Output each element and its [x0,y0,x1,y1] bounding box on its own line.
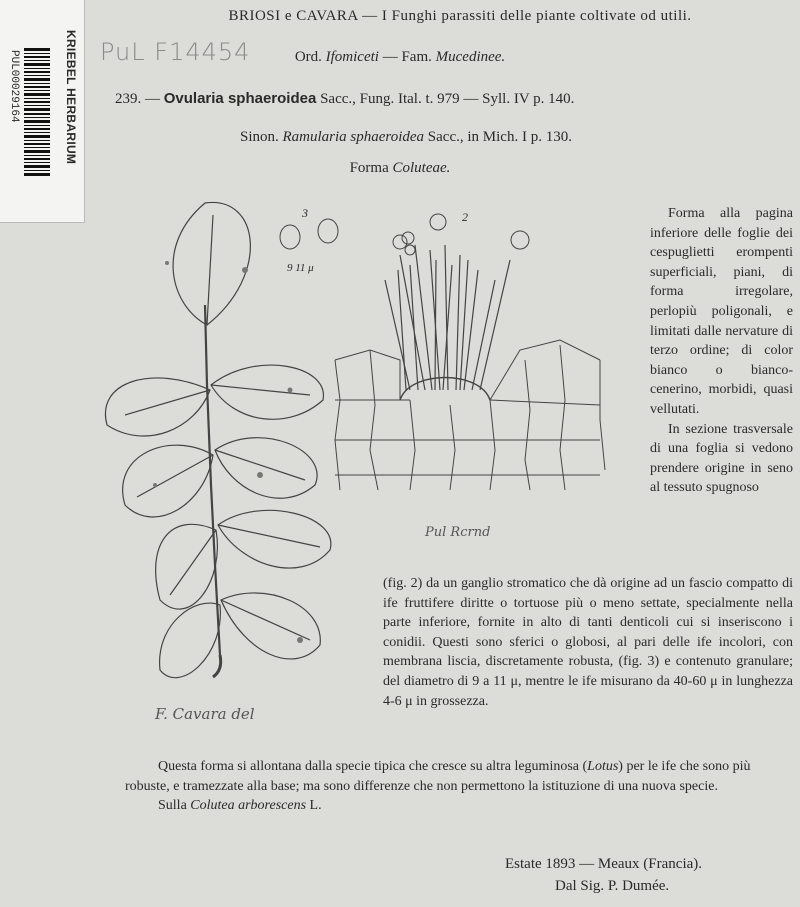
herbarium-code: PUL00029164 [8,50,20,123]
figure-label-3: 3 [302,206,308,220]
collection-date-place: Estate 1893 — Meaux (Francia). [505,856,703,872]
species-heading [115,90,574,108]
synonym-name: Ramularia sphaeroidea [282,129,425,145]
description-main-text: (fig. 2) da un ganglio stromatico che dà origine ad un fascio compatto di ife fruttifere diritte o tortuose più o meno settate, specialmente nella parte inferiore, fornite in alto di tanti denticoli cui si inseriscono i conidii. Questi sono sferici o globosi, al pari delle ife incolori, con membrana liscia, discretamente robusta, (fig. 3) e contenuto granulare; del diametro di 9 a 11 μ, mentre le ife misurano da 40-60 μ in lunghezza 4-6 μ in grossezza. [383,576,793,709]
order-name: Ifomiceti [325,49,379,65]
scale-label: 9 11 μ [287,262,314,274]
synonym-prefix: Sinon. [240,129,279,145]
figure-label-2: 2 [462,210,468,224]
comparison-paragraph [125,757,793,796]
description-main [383,574,793,711]
comparison-pre: Questa forma si allontana dalla specie tipica che cresce su altra leguminosa ( [158,759,588,774]
synonym-line [240,129,572,146]
host-name: Colutea arborescens [190,798,307,814]
host-prefix: Sulla [158,798,187,814]
host-line [125,796,793,816]
collector: Dal Sig. P. Dumée. [555,878,670,894]
description-side-column [650,204,793,498]
pathologist-signature: Pul Rcrnd [425,525,491,540]
family-sep: — Fam. [382,49,432,65]
description-paragraph-1: Forma alla pagina inferiore delle foglie dei cespuglietti erompenti superficiali, piani, di forma irregolare, perlopiù poligonali, e limitati dalle nervature di terzo ordine; di color bianco o bianco-cenerino, morbidi, quasi vellutati. [650,206,793,417]
comparison-post: ) per le ife che sono più robuste, e tramezzate alla base; ma sono differenze che non permettono la istituzione di una nuova specie. [125,759,751,794]
artist-signature: F. Cavara del [155,705,255,723]
herbarium-name: KRIEBEL HERBARIUM [64,30,78,165]
order-line [0,49,800,66]
synonym-citation: Sacc., in Mich. I p. 130. [427,129,572,145]
host-suffix: L. [309,798,322,814]
herbarium-barcode-label [0,0,85,223]
barcode-icon [24,48,50,178]
forma-name: Coluteae. [392,160,451,176]
description-full-width [125,757,793,816]
species-name: Ovularia sphaeroidea [163,90,317,107]
species-number: 239. — [115,91,160,107]
running-title: BRIOSI e CAVARA — I Funghi parassiti delle piante coltivate od utili. [228,8,692,24]
family-name: Mucedinee. [435,49,506,65]
order-prefix: Ord. [294,49,322,65]
handwritten-accession: PuL F14454 [100,38,251,66]
forma-line [0,160,800,177]
forma-prefix: Forma [349,160,389,176]
description-paragraph-2: In sezione trasversale di una foglia si vedono prendere origine in seno al tessuto spugnoso [650,421,793,496]
species-citation: Sacc., Fung. Ital. t. 979 — Syll. IV p. 140. [320,91,575,107]
comparison-genus: Lotus [587,759,619,774]
microscopic-illustration [260,200,620,500]
